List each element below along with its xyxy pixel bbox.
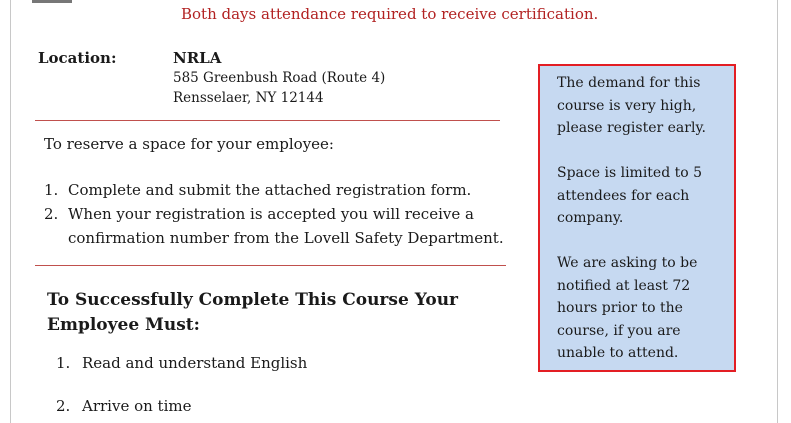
requirements-heading xyxy=(47,288,458,338)
notice-demand: The demand for this course is very high, please register early. xyxy=(557,75,706,136)
clipped-header-fragment xyxy=(32,0,72,3)
requirements-heading-line1: To Successfully Complete This Course Your xyxy=(47,290,459,310)
step-number: 1. xyxy=(44,181,59,199)
reserve-intro: To reserve a space for your employee: xyxy=(44,135,334,153)
location-address-line2: Rensselaer, NY 12144 xyxy=(173,90,324,106)
location-label: Location: xyxy=(38,49,117,67)
requirements-heading-line2: Employee Must: xyxy=(47,315,200,335)
step-text-continued: confirmation number from the Lovell Safety Department. xyxy=(68,229,504,247)
step-number: 2. xyxy=(44,205,59,223)
reserve-step-1 xyxy=(44,178,504,202)
notice-cancellation: We are asking to be notified at least 72 hours prior to the course, if you are unable to attend. xyxy=(557,255,698,361)
location-address-line1: 585 Greenbush Road (Route 4) xyxy=(173,70,386,86)
requirement-text: Read and understand English xyxy=(82,354,308,372)
section-divider-1 xyxy=(35,120,500,121)
notice-space-limit: Space is limited to 5 attendees for each company. xyxy=(557,165,703,226)
requirement-number: 2. xyxy=(56,397,71,415)
registration-notice-box xyxy=(538,64,736,372)
location-name: NRLA xyxy=(173,49,222,67)
page-left-edge xyxy=(10,0,11,423)
reserve-steps-list xyxy=(44,178,504,250)
reserve-step-2 xyxy=(44,202,504,250)
step-text: Complete and submit the attached registration form. xyxy=(68,181,472,199)
requirement-item-1 xyxy=(56,354,307,372)
certification-notice: Both days attendance required to receive certification. xyxy=(181,5,599,23)
requirement-item-2 xyxy=(56,397,191,415)
step-text: When your registration is accepted you will receive a xyxy=(68,205,474,223)
requirement-text: Arrive on time xyxy=(82,397,192,415)
requirement-number: 1. xyxy=(56,354,71,372)
page-right-edge xyxy=(777,0,778,423)
section-divider-2 xyxy=(35,265,506,266)
